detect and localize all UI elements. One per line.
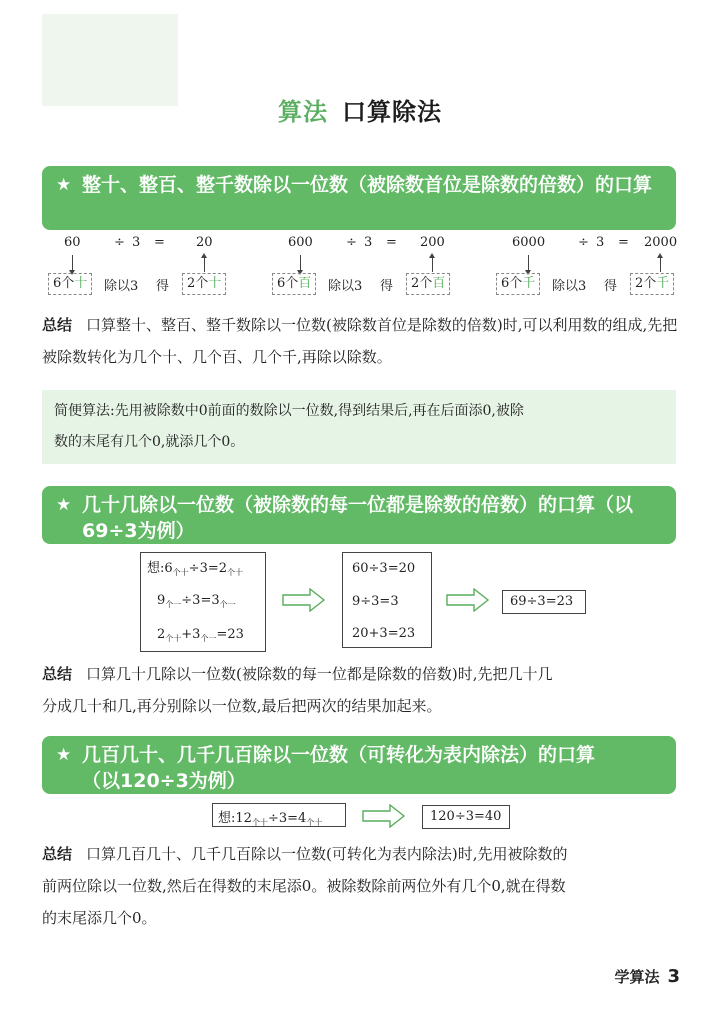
fat-arrow-right-icon	[362, 804, 406, 828]
arrow-down-icon	[528, 255, 529, 271]
result-text: 69÷3=23	[510, 594, 574, 609]
section1-heading-text: 整十、整百、整千数除以一位数（被除数首位是除数的倍数）的口算	[82, 174, 653, 196]
box-unit: 十	[74, 276, 88, 291]
think-2-r-sub: 个一	[219, 600, 236, 609]
think-line-2	[157, 593, 236, 610]
think-line-1	[147, 557, 243, 578]
tip-box	[42, 390, 676, 464]
quotient: 2000	[644, 235, 678, 250]
left-box	[496, 273, 540, 295]
box-count: 6个	[501, 276, 523, 291]
quotient: 20	[196, 235, 213, 250]
section3-summary-line-2: 前两位除以一位数,然后在得数的末尾添0。被除数除前两位外有几个0,就在得数	[42, 877, 566, 895]
section3-heading	[42, 736, 676, 794]
arrow-down-icon	[72, 255, 73, 271]
think-1-op: ÷3=2	[188, 561, 227, 576]
dividend: 6000	[512, 235, 546, 250]
get-label: 得	[156, 279, 170, 294]
think-1-a-sub: 个十	[172, 568, 189, 577]
think-3-r: =23	[216, 627, 244, 642]
right-box	[630, 273, 674, 295]
fat-arrow-right-icon	[282, 588, 326, 612]
left-box	[48, 273, 92, 295]
section1-summary	[42, 309, 682, 373]
result-box-2	[422, 805, 510, 829]
think-label: 想:	[147, 561, 165, 576]
divide-sign: ÷	[114, 235, 125, 250]
steps-box	[342, 552, 432, 648]
think-box	[140, 552, 266, 652]
step-line-2: 9÷3=3	[352, 594, 399, 609]
box-count: 2个	[187, 276, 209, 291]
star-icon: ★	[56, 495, 72, 515]
think-box-2	[212, 803, 346, 827]
result-text: 120÷3=40	[430, 809, 502, 824]
result-box	[502, 590, 586, 614]
box-count: 2个	[635, 276, 657, 291]
step-line-3: 20+3=23	[352, 626, 416, 641]
think-3-op: +3	[181, 627, 201, 642]
divide-by-label: 除以3	[552, 279, 587, 294]
divide-sign: ÷	[578, 235, 589, 250]
box-count: 6个	[53, 276, 75, 291]
left-box	[272, 273, 316, 295]
think-a: 12	[235, 811, 252, 826]
box-unit: 十	[208, 276, 222, 291]
equals-sign: =	[154, 235, 165, 250]
footer-label: 学算法	[614, 968, 660, 986]
title-main: 口算除法	[342, 98, 442, 126]
section2-summary-line-2: 分成几十和几,再分别除以一位数,最后把两次的结果加起来。	[42, 697, 442, 715]
section1-heading	[42, 166, 676, 230]
box-count: 2个	[411, 276, 433, 291]
think-r-sub: 个十	[306, 818, 323, 827]
arrow-up-icon	[660, 257, 661, 272]
star-icon: ★	[56, 175, 72, 195]
summary-label: 总结	[42, 845, 73, 863]
summary-text: 口算几十几除以一位数(被除数的每一位都是除数的倍数)时,先把几十几	[86, 665, 553, 683]
summary-text: 口算几百几十、几千几百除以一位数(可转化为表内除法)时,先用被除数的	[86, 845, 568, 863]
section3-summary-line-1	[42, 838, 682, 870]
section3-heading-line-2: （以120÷3为例）	[82, 770, 246, 792]
think-op: ÷3=4	[267, 811, 307, 826]
tip-line-1: 简便算法:先用被除数中0前面的数除以一位数,得到结果后,再在后面添0,被除	[54, 403, 524, 419]
think-3-a-sub: 个十	[165, 634, 182, 643]
box-unit: 千	[522, 276, 536, 291]
think-1-r-sub: 个十	[227, 568, 243, 577]
think-2-op: ÷3=3	[181, 593, 220, 608]
think-2-a: 9	[157, 593, 166, 608]
section2-heading-text: 几十几除以一位数（被除数的每一位都是除数的倍数）的口算（以69÷3为例）	[82, 494, 634, 542]
think-2-a-sub: 个一	[165, 600, 182, 609]
think-label: 想:	[218, 811, 236, 826]
summary-label: 总结	[42, 665, 73, 683]
box-unit: 千	[656, 276, 670, 291]
arrow-up-icon	[204, 257, 205, 272]
divide-by-label: 除以3	[104, 279, 139, 294]
section3-summary-line-3: 的末尾添几个0。	[42, 909, 157, 927]
quotient: 200	[420, 235, 445, 250]
dividend: 60	[64, 235, 81, 250]
section2-heading	[42, 486, 676, 544]
think-1-a: 6	[164, 561, 173, 576]
equals-sign: =	[618, 235, 629, 250]
equals-sign: =	[386, 235, 397, 250]
think-3-a: 2	[157, 627, 166, 642]
get-label: 得	[604, 279, 618, 294]
box-unit: 百	[432, 276, 446, 291]
section3-summary	[42, 838, 682, 934]
title-prefix: 算法	[278, 98, 328, 126]
think-3-b-sub: 个一	[200, 634, 217, 643]
divide-by-label: 除以3	[328, 279, 363, 294]
section2-summary	[42, 658, 682, 722]
divisor: 3	[132, 235, 141, 250]
box-count: 6个	[277, 276, 299, 291]
divisor: 3	[364, 235, 373, 250]
page-title	[0, 92, 720, 127]
star-icon: ★	[56, 745, 72, 765]
tip-line-2: 数的末尾有几个0,就添几个0。	[54, 434, 245, 450]
section2-summary-line-1	[42, 658, 682, 690]
right-box	[406, 273, 450, 295]
right-box	[182, 273, 226, 295]
step-line-1: 60÷3=20	[352, 561, 416, 576]
think-line-3	[157, 627, 244, 644]
divide-sign: ÷	[346, 235, 357, 250]
arrow-up-icon	[432, 257, 433, 272]
divisor: 3	[596, 235, 605, 250]
get-label: 得	[380, 279, 394, 294]
summary-label: 总结	[42, 316, 73, 334]
dividend: 600	[288, 235, 313, 250]
think-a-sub: 个十	[251, 818, 268, 827]
page-number: 3	[667, 966, 680, 987]
fat-arrow-right-icon	[446, 588, 490, 612]
section3-heading-line-1: 几百几十、几千几百除以一位数（可转化为表内除法）的口算	[82, 744, 596, 766]
box-unit: 百	[298, 276, 312, 291]
summary-text: 口算整十、整百、整千数除以一位数(被除数首位是除数的倍数)时,可以利用数的组成,先把被除数转化为几个十、几个百、几个千,再除以除数。	[42, 316, 678, 366]
think-text	[218, 807, 322, 828]
page-footer	[614, 966, 680, 987]
arrow-down-icon	[300, 255, 301, 271]
